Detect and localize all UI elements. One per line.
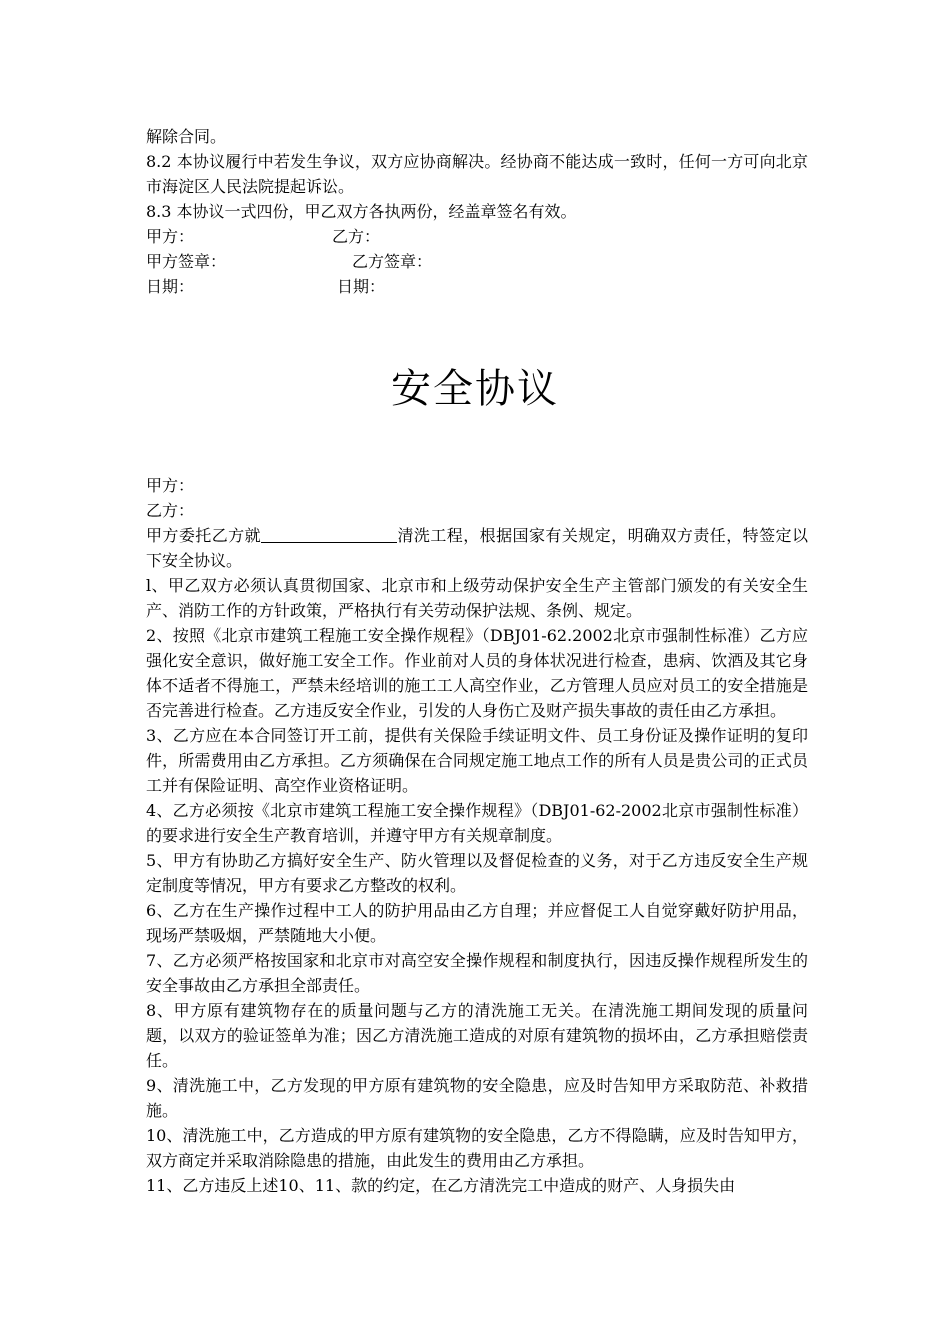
agreement-party-a: 甲方：: [146, 476, 195, 495]
project-name-blank: [261, 524, 397, 543]
agreement-item-2: 2、按照《北京市建筑工程施工安全操作规程》（DBJ01-62.2002北京市强制性标准）乙方应强化安全意识，做好施工安全工作。作业前对人员的身体状况进行检查，患病、饮酒及其它身体不适者不得施工，严禁未经培训的施工工人高空作业，乙方管理人员应对员工的安全措施是否完善进行检查。乙方违反安全作业，引发的人身伤亡及财产损失事故的责任由乙方承担。: [146, 626, 808, 720]
agreement-item-5: 5、甲方有协助乙方搞好安全生产、防火管理以及督促检查的义务，对于乙方违反安全生产规定制度等情况，甲方有要求乙方整改的权利。: [146, 851, 808, 895]
agreement-item-4: 4、乙方必须按《北京市建筑工程施工安全操作规程》（DBJ01-62-2002北京市强制性标准）的要求进行安全生产教育培训，并遵守甲方有关规章制度。: [146, 801, 808, 845]
agreement-item-6: 6、乙方在生产操作过程中工人的防护用品由乙方自理；并应督促工人自觉穿戴好防护用品，现场严禁吸烟，严禁随地大小便。: [146, 901, 808, 945]
party-a-label: 甲方：: [146, 227, 195, 246]
party-b-label: 乙方：: [332, 227, 381, 246]
agreement-item-1: l、甲乙双方必须认真贯彻国家、北京市和上级劳动保护安全生产主管部门颁发的有关安全生产、消防工作的方针政策，严格执行有关劳动保护法规、条例、规定。: [146, 576, 808, 620]
agreement-item-8: 8、甲方原有建筑物存在的质量问题与乙方的清洗施工无关。在清洗施工期间发现的质量问题，以双方的验证签单为准；因乙方清洗施工造成的对原有建筑物的损坏由，乙方承担赔偿责任。: [146, 1001, 808, 1070]
agreement-intro: [146, 523, 808, 573]
agreement-item-3: 3、乙方应在本合同签订开工前，提供有关保险手续证明文件、员工身份证及操作证明的复印件，所需费用由乙方承担。乙方须确保在合同规定施工地点工作的所有人员是贵公司的正式员工并有保险证明、高空作业资格证明。: [146, 726, 808, 795]
intro-before: 甲方委托乙方就: [146, 526, 262, 545]
clause-8-3: 8.3 本协议一式四份，甲乙双方各执两份，经盖章签名有效。: [146, 202, 577, 221]
signature-row-seals: [146, 249, 808, 274]
contract-tail-line: 解除合同。: [146, 127, 227, 146]
party-a-date-label: 日期：: [146, 277, 195, 296]
party-a-seal-label: 甲方签章：: [146, 252, 227, 271]
agreement-title: 安全协议: [391, 366, 559, 412]
agreement-item-9: 9、清洗施工中，乙方发现的甲方原有建筑物的安全隐患，应及时告知甲方采取防范、补救措施。: [146, 1076, 808, 1120]
intro-after: 清洗工程，根据国家有关规定，明确双方责任，特签定以下安全协议。: [146, 526, 808, 570]
clause-8-2: 8.2 本协议履行中若发生争议，双方应协商解决。经协商不能达成一致时，任何一方可向北京市海淀区人民法院提起诉讼。: [146, 152, 808, 196]
party-b-seal-label: 乙方签章：: [352, 252, 433, 271]
party-b-date-label: 日期：: [337, 277, 386, 296]
signature-row-parties: [146, 224, 808, 249]
agreement-item-11: 11、乙方违反上述10、11、款的约定，在乙方清洗完工中造成的财产、人身损失由: [146, 1176, 736, 1195]
document-page: [146, 124, 808, 1198]
agreement-party-b: 乙方：: [146, 501, 195, 520]
signature-row-dates: [146, 274, 808, 299]
agreement-item-7: 7、乙方必须严格按国家和北京市对高空安全操作规程和制度执行，因违反操作规程所发生的安全事故由乙方承担全部责任。: [146, 951, 808, 995]
agreement-item-10: 10、清洗施工中，乙方造成的甲方原有建筑物的安全隐患，乙方不得隐瞒，应及时告知甲方，双方商定并采取消除隐患的措施，由此发生的费用由乙方承担。: [146, 1126, 808, 1170]
